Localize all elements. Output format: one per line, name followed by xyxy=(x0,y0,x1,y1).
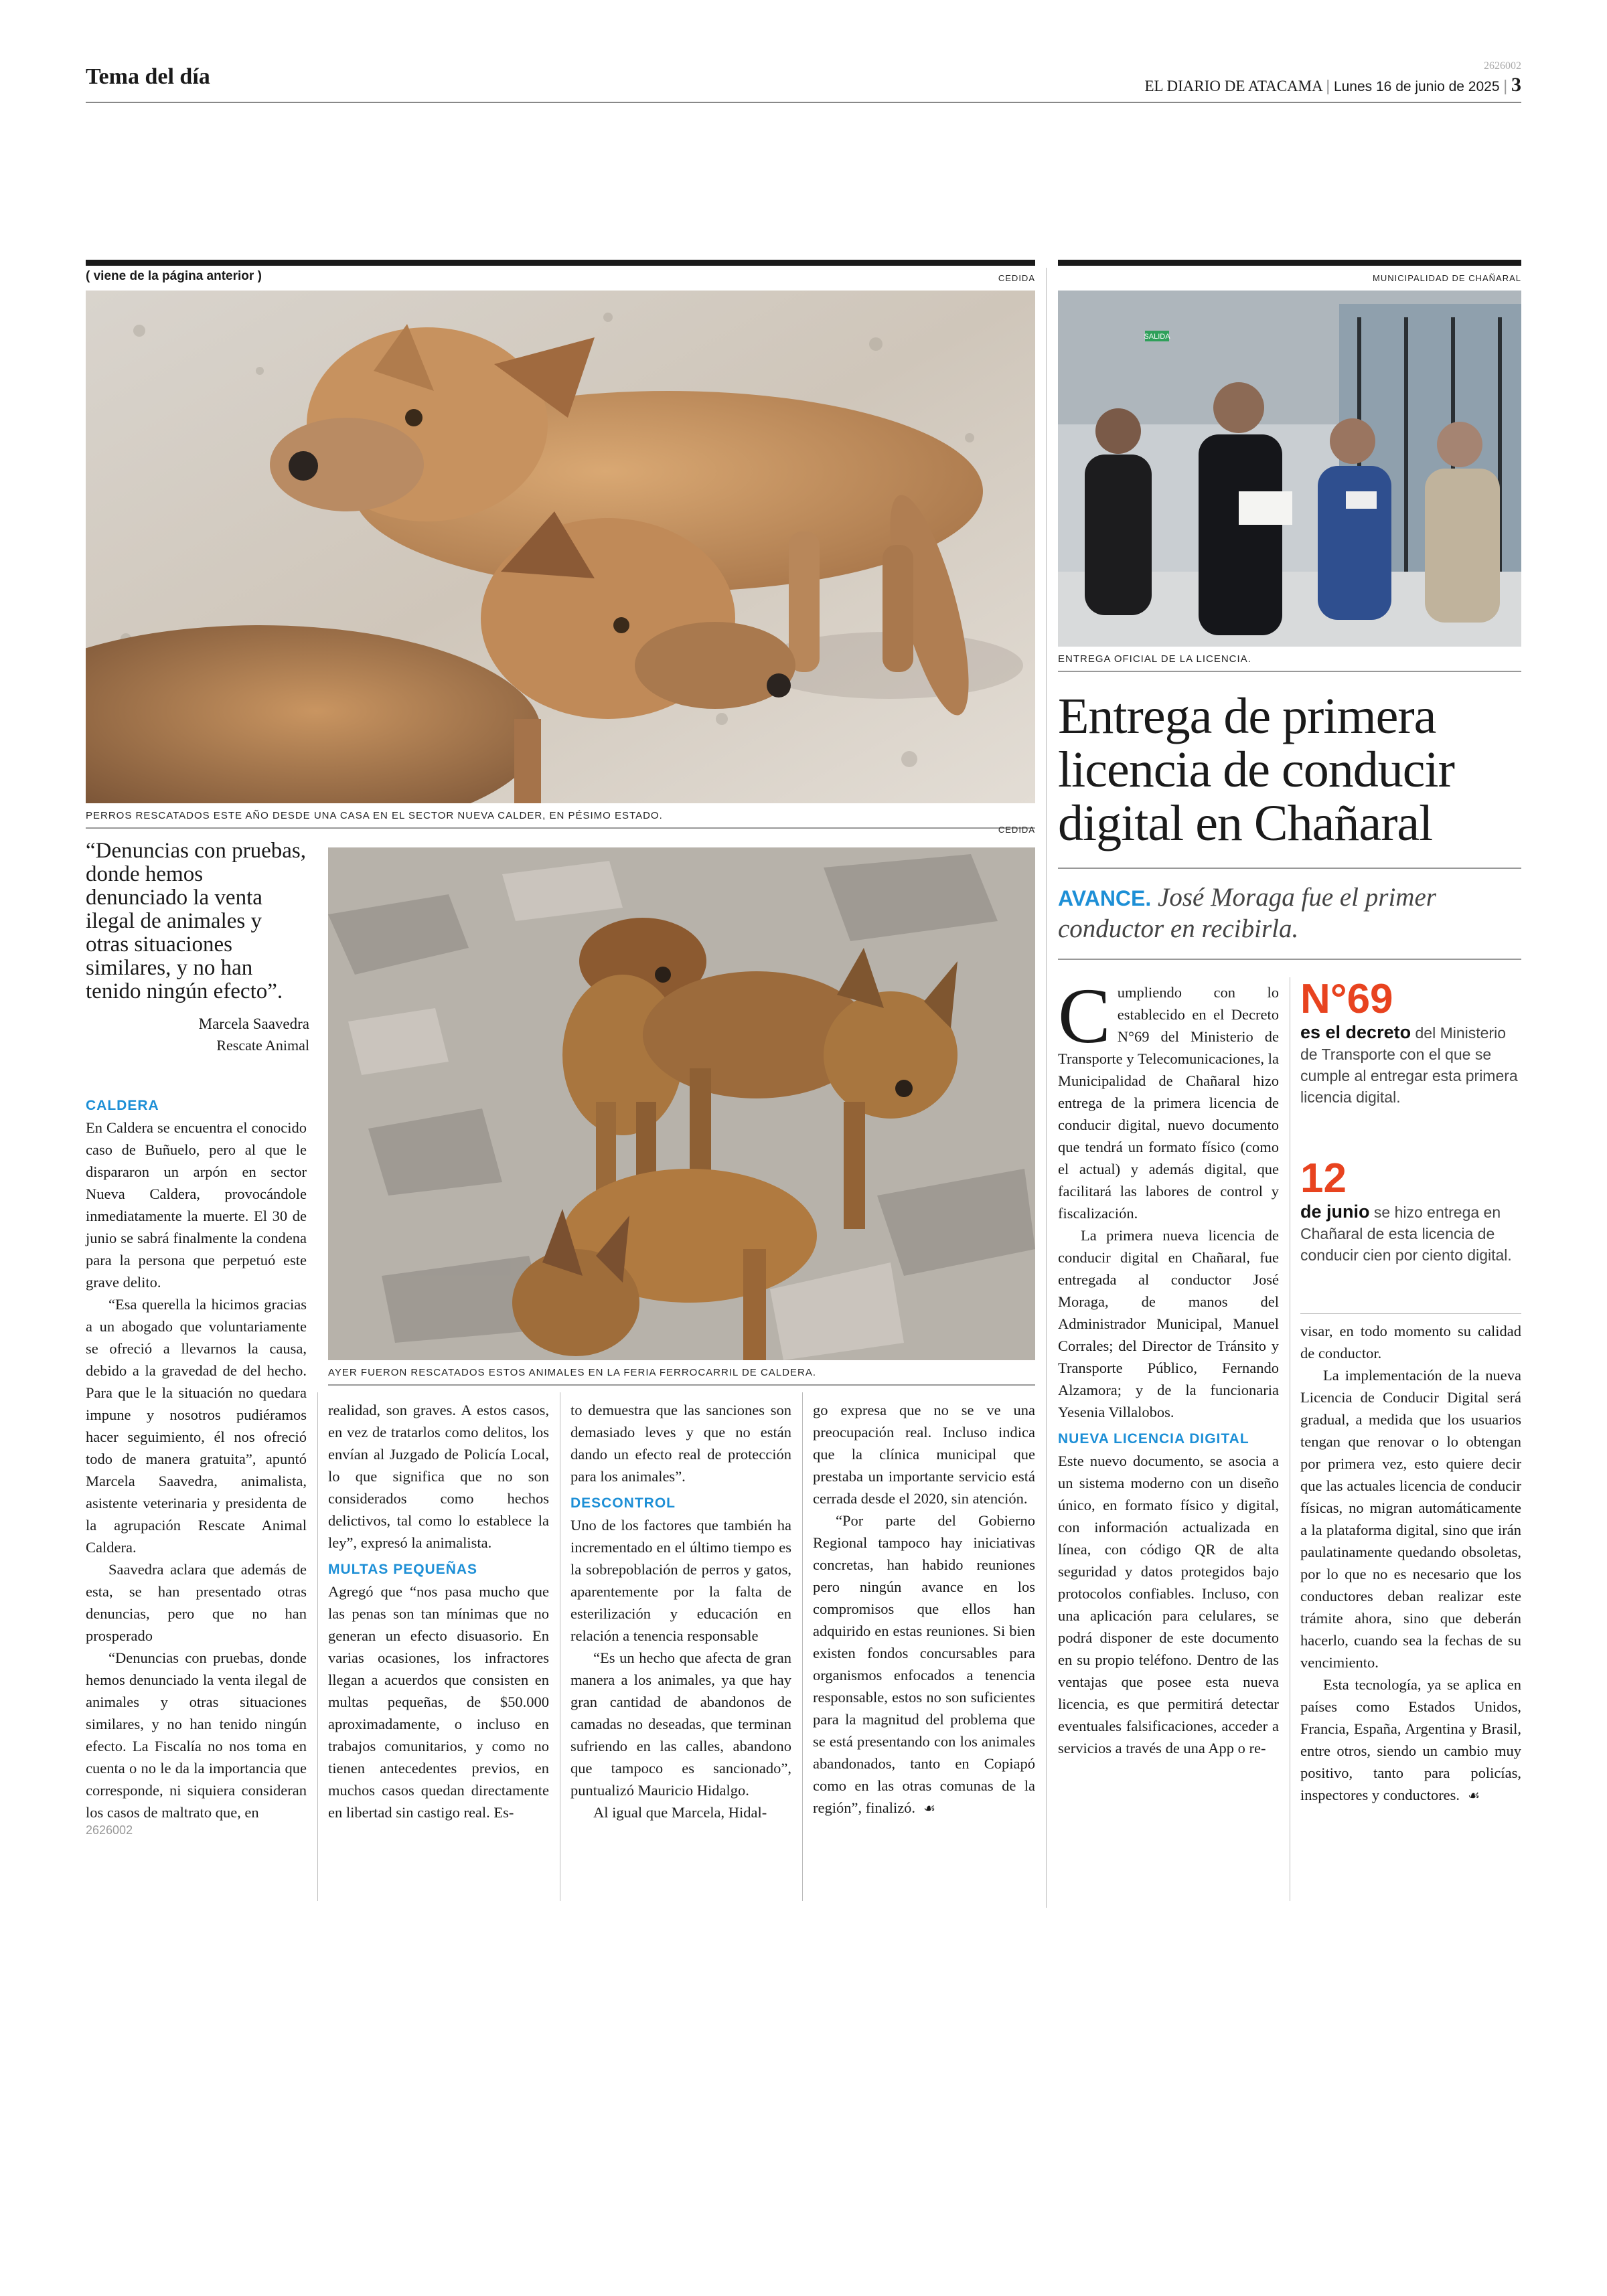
headline: Entrega de primera licencia de conducir digital en Chañaral xyxy=(1058,688,1454,851)
col-divider-3 xyxy=(802,1392,803,1901)
photo1-caption: PERROS RESCATADOS ESTE AÑO DESDE UNA CASA EN EL SECTOR NUEVA CALDER, EN PÉSIMO ESTADO. xyxy=(86,810,663,821)
col1-p1: En Caldera se encuentra el conocido caso de Buñuelo, pero al que le dispararon un arpón en sector Nueva Caldera, provocándole inmediatamente la muerte. El 30 de junio se sabrá finalmente la condena para la persona que perpetuó este grave delito. xyxy=(86,1119,307,1291)
photo3-credit: MUNICIPALIDAD DE CHAÑARAL xyxy=(1373,273,1521,283)
fact-box-decree xyxy=(1300,977,1521,1108)
col2-p2: Agregó que “nos pasa mucho que las penas son tan mínimas que no generan un efecto disuasorio. En varias ocasiones, los infractores llegan a acuerdos que consisten en multas pequeñas, de $50.000 aproximadamente, o incluso en trabajos comunitarios, y como no tienen antecedentes previos, en muchos casos quedan directamente en libertad sin castigo real. Es- xyxy=(328,1583,549,1821)
end-mark-icon-right: ☙ xyxy=(1468,1787,1480,1803)
rcol2-p2: La implementación de la nueva Licencia de Conducir Digital será gradual, a medida que los usuarios tengan que renovar o lo obtengan por primera vez, esto quiere decir que las actuales licencia de conducir físicas, no migran automáticamente a la plataforma digital, sino que irán paulatinamente quedando obsoletas, por lo que no es necesario que los conductores deban realizar este trámite ahora, sino que deberán hacerlo, cuando sea la fechas de su vencimiento. xyxy=(1300,1367,1521,1671)
fact1-lead: es el decreto xyxy=(1300,1022,1411,1042)
kicker xyxy=(1058,882,1521,945)
right-column-2 xyxy=(1300,1320,1521,1807)
col-divider-1 xyxy=(317,1392,318,1901)
quote-text: “Denuncias con pruebas, donde hemos denunciado la venta ilegal de animales y otras situaciones similares, y no han tenido ningún efecto”. xyxy=(86,839,306,1003)
subhead-caldera: CALDERA xyxy=(86,1098,159,1113)
continued-note: ( viene de la página anterior ) xyxy=(86,269,262,283)
story-divider xyxy=(1046,268,1047,1908)
paper-name: EL DIARIO DE ATACAMA xyxy=(1144,78,1322,94)
header-meta: EL DIARIO DE ATACAMA | Lunes 16 de junio de 2025 | 3 xyxy=(1144,74,1521,96)
fact2-big: 12 xyxy=(1300,1155,1347,1202)
col1-p4: “Denuncias con pruebas, donde hemos denunciado la venta ilegal de animales y otras situaciones similares, y no han tenido ningún efecto. La Fiscalía no nos toma en cuenta o no le da la importancia que corresponde, ni siquiera consideran los casos de maltrato que, en xyxy=(86,1649,307,1821)
col2-p1: realidad, son graves. A estos casos, en vez de tratarlos como delitos, los envían al Juzgado de Policía Local, lo que significa que no son considerados como hechos delictivos, tal como lo establece la ley”, expresó la animalista. xyxy=(328,1402,549,1551)
photo1-credit: CEDIDA xyxy=(998,273,1035,283)
page-number: 3 xyxy=(1511,74,1521,96)
drop-cap: C xyxy=(1058,972,1111,1060)
subhead-multas: MULTAS PEQUEÑAS xyxy=(328,1562,478,1577)
col1-p3: Saavedra aclara que además de esta, se han presentado otras denuncias, pero que no han prosperado xyxy=(86,1561,307,1644)
col3-p4: Al igual que Marcela, Hidal- xyxy=(593,1804,767,1821)
caption3-rule xyxy=(1058,671,1521,672)
left-column-1 xyxy=(86,1095,307,1837)
headline-rule xyxy=(1058,868,1521,869)
license-photo-art xyxy=(1058,291,1521,647)
fact2-body: se hizo entrega en Chañaral de esta licencia de conducir cien por ciento digital. xyxy=(1300,1204,1512,1264)
story-top-rule-left xyxy=(86,260,1035,266)
subhead-descontrol: DESCONTROL xyxy=(570,1495,676,1511)
end-mark-icon: ☙ xyxy=(923,1800,935,1816)
rcol2-p1: visar, en todo momento su calidad de conductor. xyxy=(1300,1323,1521,1362)
photo3-caption: ENTREGA OFICIAL DE LA LICENCIA. xyxy=(1058,653,1251,665)
fact2-text xyxy=(1300,1201,1521,1266)
rcol1-p2: La primera nueva licencia de conducir digital en Chañaral, fue entregada al conductor José Moraga, de manos del Administrador Municipal, Manuel Corrales; del Director de Tránsito y Transporte Público, Fernando Alzamora; y de la funcionaria Yesenia Villalobos. xyxy=(1058,1227,1279,1420)
header-code: 2626002 xyxy=(1484,60,1521,72)
right-column-1 xyxy=(1058,972,1279,1759)
col3-p2: Uno de los factores que también ha incrementado en el último tiempo es la sobrepoblación de perros y gatos, aparentemente por la falta de esterilización y educación en relación a tenencia responsable xyxy=(570,1517,791,1644)
fact1-big: N°69 xyxy=(1300,976,1393,1022)
caption1-rule xyxy=(86,827,1035,829)
col1-code: 2626002 xyxy=(86,1823,133,1837)
kicker-text: José Moraga fue el primer conductor en recibirla. xyxy=(1058,883,1436,943)
photo2-caption: AYER FUERON RESCATADOS ESTOS ANIMALES EN LA FERIA FERROCARRIL DE CALDERA. xyxy=(328,1367,816,1378)
left-column-4 xyxy=(813,1399,1035,1819)
dogs-photo xyxy=(86,291,1035,803)
left-column-3 xyxy=(570,1399,791,1823)
fact1-text xyxy=(1300,1021,1521,1108)
photo2-credit: CEDIDA xyxy=(998,825,1035,835)
header-rule xyxy=(86,102,1521,103)
fact-box-date xyxy=(1300,1157,1521,1266)
quote-author: Marcela Saavedra xyxy=(198,1015,309,1032)
dogs-photo-art xyxy=(86,291,1035,803)
license-photo xyxy=(1058,291,1521,647)
subhead-nueva-licencia: NUEVA LICENCIA DIGITAL xyxy=(1058,1431,1249,1447)
rcol2-p3 xyxy=(1300,1673,1521,1807)
pull-quote xyxy=(86,839,309,1054)
kicker-rule xyxy=(1058,959,1521,960)
col3-p1: to demuestra que las sanciones son demasiado leves y que no están dando un efecto real de protección para los animales”. xyxy=(570,1402,791,1485)
left-column-2 xyxy=(328,1399,549,1823)
rcol1-p1-text: umpliendo con lo establecido en el Decreto N°69 del Ministerio de Transporte y Telecomunicaciones, la Municipalidad de Chañaral hizo entrega de la primera licencia de conducir digital, nuevo documento que tendrá un formato físico (como el actual) y además digital, que facilitará las labores de control y fiscalización. xyxy=(1058,984,1279,1222)
header-date: Lunes 16 de junio de 2025 xyxy=(1333,79,1500,94)
col4-p2 xyxy=(813,1509,1035,1819)
page-header xyxy=(86,60,1521,98)
fact2-lead: de junio xyxy=(1300,1202,1370,1222)
quote-role: Rescate Animal xyxy=(216,1037,309,1054)
rcol1-p1 xyxy=(1058,972,1279,1224)
col4-p1: go expresa que no se ve una preocupación real. Incluso indica que la clínica municipal que prestaba un importante servicio está cerrada desde el 2020, sin atención. xyxy=(813,1402,1035,1507)
exit-sign: SALIDA xyxy=(1144,333,1170,341)
col1-p2: “Esa querella la hicimos gracias a un abogado que voluntariamente se ofreció a llevarnos la causa, debido a la gravedad de del hecho. Para que le la situación no quedara impune y nosotros pudiéramos hacer seguimiento, él nos ofreció todo de manera gratuita”, apuntó Marcela Saavedra, animalista, asistente veterinaria y presidenta de la agrupación Rescate Animal Caldera. xyxy=(86,1296,307,1556)
caption2-rule xyxy=(328,1384,1035,1386)
kicker-label: AVANCE. xyxy=(1058,886,1152,910)
puppies-photo xyxy=(328,847,1035,1360)
fact1-body: del Ministerio de Transporte con el que se cumple al entregar esta primera licencia digital. xyxy=(1300,1024,1518,1106)
rcol1-p3: Este nuevo documento, se asocia a un sistema moderno con un diseño único, en formato físico y digital, con información actualizada en línea, con código QR de alta seguridad y datos protegidos bajo protocolos confiables. Incluso, con una aplicación para celulares, se podrá disponer de este documento en su propio teléfono. Dentro de las ventajas que posee esta nueva licencia, es que permitirá detectar eventuales falsificaciones, acceder a servicios a través de una App o re- xyxy=(1058,1453,1279,1756)
section-title: Tema del día xyxy=(86,64,210,89)
puppies-photo-art xyxy=(328,847,1035,1360)
rcol2-p3-text: Esta tecnología, ya se aplica en países como Estados Unidos, Francia, España, Argentina y Brasil, entre otros, siendo un cambio muy positivo, tanto para policías, inspectores y conductores. xyxy=(1300,1676,1521,1803)
col4-p2-text: “Por parte del Gobierno Regional tampoco hay iniciativas concretas, han habido reuniones pero ningún avance en los compromisos que ellos han adquirido en estas reuniones. Si bien existen fondos concursables para organismos enfocados a tenencia responsable, estos no son suficientes para la magnitud del problema que se está presentando con los animales abandonados, tanto en Copiapó como en las otras comunas de la región”, finalizó. xyxy=(813,1512,1035,1816)
story-top-rule-right xyxy=(1058,260,1521,266)
fact-rule xyxy=(1300,1313,1521,1314)
col3-p3: “Es un hecho que afecta de gran manera a los animales, ya que hay gran cantidad de abandonos de camadas no deseadas, que terminan sufriendo en las calles, abandono que tampoco es sancionado”, puntualizó Mauricio Hidalgo. xyxy=(570,1649,791,1799)
